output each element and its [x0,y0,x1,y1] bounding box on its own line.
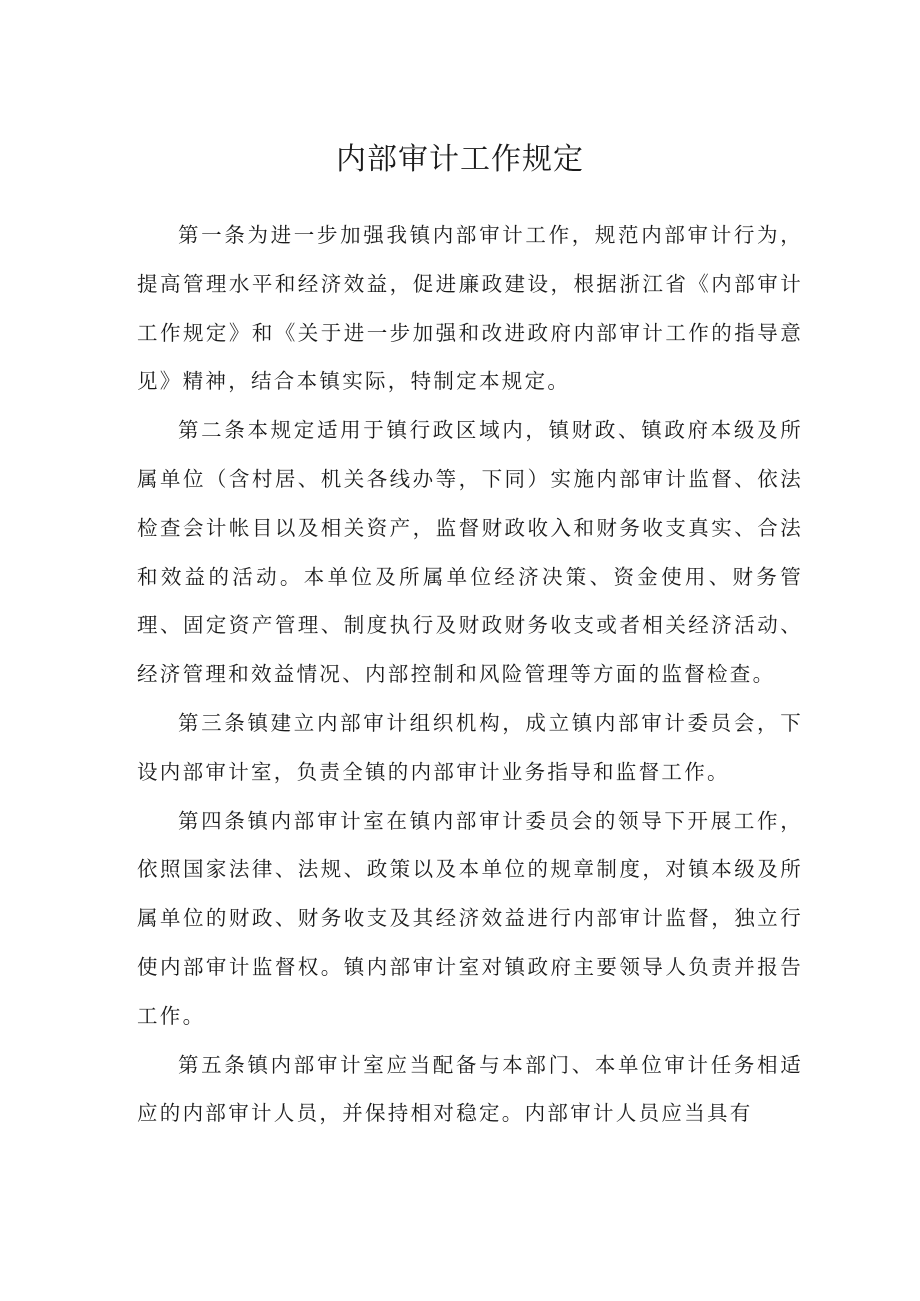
article-4-paragraph: 第四条镇内部审计室在镇内部审计委员会的领导下开展工作，依照国家法律、法规、政策以及本单位的规章制度，对镇本级及所属单位的财政、财务收支及其经济效益进行内部审计监督，独立行使内部审计监督权。镇内部审计室对镇政府主要领导人负责并报告工作。 [137,808,803,1028]
document-body [137,211,803,1138]
document-title: 内部审计工作规定 [336,142,584,177]
article-1-paragraph: 第一条为进一步加强我镇内部审计工作，规范内部审计行为，提高管理水平和经济效益，促进廉政建设，根据浙江省《内部审计工作规定》和《关于进一步加强和改进政府内部审计工作的指导意见》精神，结合本镇实际，特制定本规定。 [137,223,803,394]
article-2-paragraph: 第二条本规定适用于镇行政区域内，镇财政、镇政府本级及所属单位（含村居、机关各线办等，下同）实施内部审计监督、依法检查会计帐目以及相关资产，监督财政收入和财务收支真实、合法和效益的活动。本单位及所属单位经济决策、资金使用、财务管理、固定资产管理、制度执行及财政财务收支或者相关经济活动、经济管理和效益情况、内部控制和风险管理等方面的监督检查。 [137,418,803,687]
article-3-paragraph: 第三条镇建立内部审计组织机构，成立镇内部审计委员会，下设内部审计室，负责全镇的内部审计业务指导和监督工作。 [137,710,803,784]
article-5-paragraph: 第五条镇内部审计室应当配备与本部门、本单位审计任务相适应的内部审计人员，并保持相对稳定。内部审计人员应当具有 [137,1052,803,1126]
